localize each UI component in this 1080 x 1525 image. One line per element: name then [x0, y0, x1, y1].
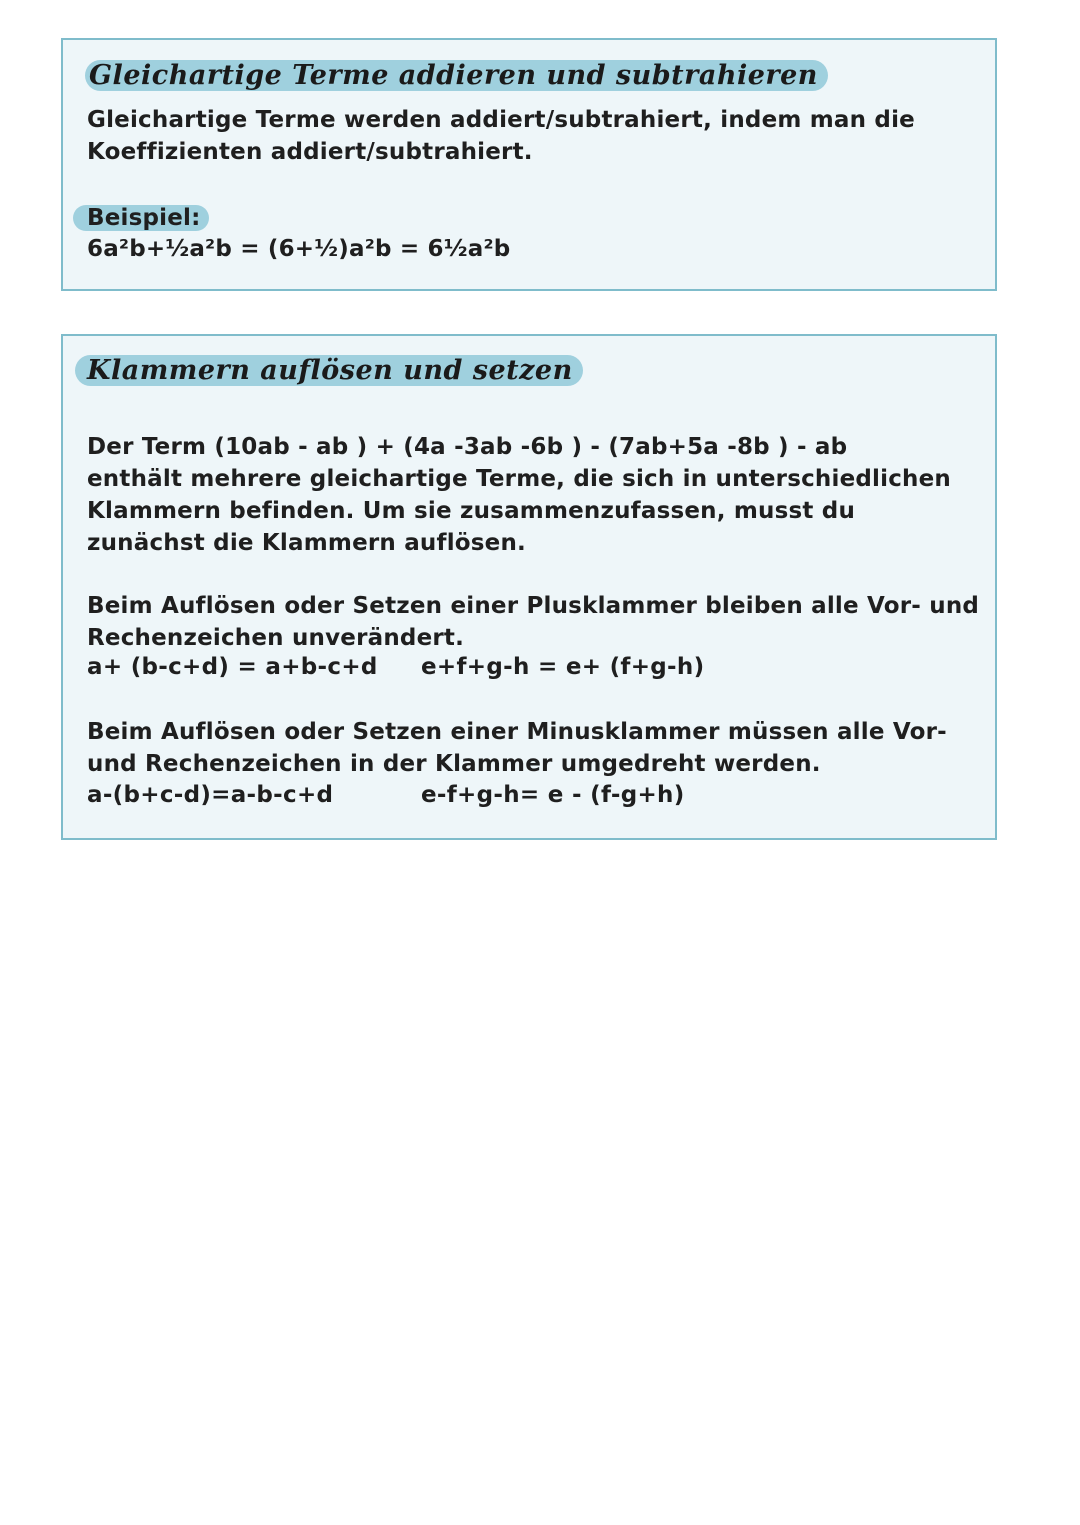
plus-rule-line-2: Rechenzeichen unverändert.	[87, 625, 465, 651]
intro-line-2: enthält mehrere gleichartige Terme, die sich in unterschiedlichen	[87, 466, 951, 492]
section-title	[85, 355, 583, 386]
card-gleichartige-terme	[61, 38, 997, 291]
minus-formula-right: e-f+g-h= e - (f-g+h)	[421, 782, 685, 808]
intro-line-3: Klammern befinden. Um sie zusammenzufassen, musst du	[87, 498, 856, 524]
minus-formula-left: a-(b+c-d)=a-b-c+d	[87, 782, 334, 808]
minus-rule-line-1: Beim Auflösen oder Setzen einer Minusklammer müssen alle Vor-	[87, 719, 947, 745]
minus-rule-line-2: und Rechenzeichen in der Klammer umgedreht werden.	[87, 751, 821, 777]
section-title	[85, 60, 828, 91]
intro-line-1: Der Term (10ab - ab ) + (4a -3ab -6b ) - (7ab+5a -8b ) - ab	[87, 434, 848, 460]
plus-formula-right: e+f+g-h = e+ (f+g-h)	[421, 654, 705, 680]
card-klammern	[61, 334, 997, 840]
plus-rule-line-1: Beim Auflösen oder Setzen einer Plusklammer bleiben alle Vor- und	[87, 593, 980, 619]
body-line-1: Gleichartige Terme werden addiert/subtrahiert, indem man die	[87, 107, 915, 133]
plus-formula-left: a+ (b-c+d) = a+b-c+d	[87, 654, 378, 680]
body-line-2: Koeffizienten addiert/subtrahiert.	[87, 139, 533, 165]
example-formula: 6a²b+½a²b = (6+½)a²b = 6½a²b	[87, 236, 511, 262]
example-label: Beispiel:	[73, 205, 209, 231]
title-highlight: Klammern auflösen und setzen	[75, 355, 583, 386]
intro-line-4: zunächst die Klammern auflösen.	[87, 530, 526, 556]
title-highlight: Gleichartige Terme addieren und subtrahieren	[85, 60, 828, 91]
example-label-row	[87, 202, 209, 234]
